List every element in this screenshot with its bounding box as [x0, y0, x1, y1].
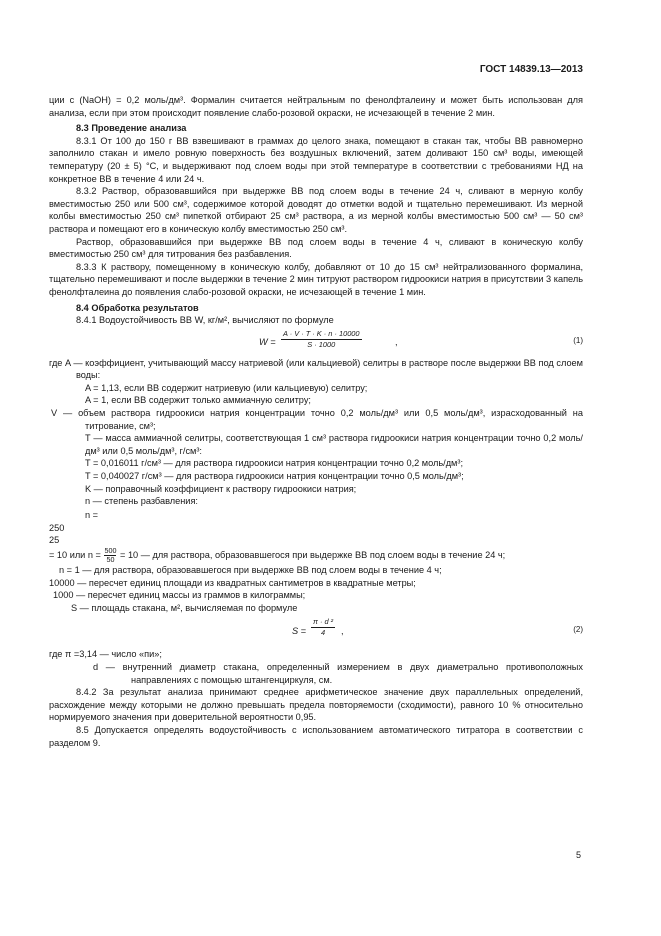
section-8-4-title: 8.4 Обработка результатов — [76, 302, 199, 313]
paragraph-8-3-1: 8.3.1 От 100 до 150 г ВВ взвешивают в граммах до целого знака, помещают в стакан так, чтобы ВВ равномерно заполнило стакан и имело ровную поверхность без воздушных включений, затем доливают 150 см³ воды, имеющей температуру (20 ± 5) °С, и выдерживают под слоем воды при этой температуре в соответствии с требованиями НД на конкретное ВВ в течение 4 или 24 ч. — [49, 135, 583, 184]
def-a-2: A = 1, если ВВ содержит только аммиачную селитру; — [85, 395, 311, 406]
formula-1-lhs: W = — [259, 336, 276, 347]
def-a: где A — коэффициент, учитывающий массу натриевой (или кальциевой) селитры в растворе после выдержки ВВ под слоем воды: — [49, 357, 583, 381]
formula-2-lhs: S = — [292, 626, 307, 637]
page-number: 5 — [575, 850, 581, 860]
def-s: S — площадь стакана, м², вычисляемая по формуле — [71, 602, 298, 613]
def-t: T — масса аммиачной селитры, соответствующая 1 см³ раствора гидроокиси натрия концентрации точно 0,2 моль/дм³ или 0,5 моль/дм³, г/см³: — [85, 433, 583, 456]
formula-1-denominator: S · 1000 — [307, 339, 336, 349]
fraction-25: 25 — [49, 535, 60, 546]
def-d: d — внутренний диаметр стакана, определенный измерением в двух диаметрально противоположных направлениях с помощью штангенциркуля, см. — [93, 661, 583, 685]
formula-1-comma: , — [395, 336, 398, 347]
formula-2-number: (2) — [573, 625, 583, 635]
def-1000: 1000 — пересчет единиц массы из граммов в килограммы; — [53, 590, 306, 601]
fraction-50: 50 — [106, 555, 115, 564]
def-a-1: A = 1,13, если ВВ содержит натриевую (или кальциевую) селитру; — [85, 382, 368, 393]
def-n-1: n = 1 — для раствора, образовавшегося при выдержке ВВ под слоем воды в течение 4 ч; — [59, 565, 442, 575]
def-n-values — [49, 508, 583, 522]
def-t-1: T = 0,016011 г/см³ — для раствора гидроокиси натрия концентрации точно 0,2 моль/дм³; — [85, 458, 463, 469]
def-pi: где π =3,14 — число «пи»; — [49, 649, 162, 660]
paragraph-8-5: 8.5 Допускается определять водоустойчивость с использованием автоматического титратора в соответствии с разделом 9. — [49, 724, 583, 748]
paragraph-8-4-2: 8.4.2 За результат анализа принимают среднее арифметическое значение двух параллельных определений, расхождение между которыми не должно превышать предела повторяемости (сходимости), равного 10 % относительно нормируемого значения при доверительной вероятности 0,95. — [49, 687, 583, 723]
definitions-list — [49, 357, 583, 615]
formula-1 — [49, 327, 583, 357]
fraction-250: 250 — [49, 522, 65, 533]
def-n: n — степень разбавления: — [85, 496, 198, 507]
def-t-2: T = 0,040027 г/см³ — для раствора гидроокиси натрия концентрации точно 0,5 моль/дм³; — [85, 471, 464, 482]
formula-1-number: (1) — [573, 335, 583, 345]
formula-1-numerator: A · V · T · K · n · 10000 — [283, 328, 360, 338]
n-label-3: = 10 — для раствора, образовавшегося при выдержке ВВ под слоем воды в течение 24 ч; — [120, 549, 506, 560]
formula-2-comma: , — [341, 626, 344, 637]
paragraph-8-3-3: 8.3.3 К раствору, помещенному в коническую колбу, добавляют от 10 до 15 см³ нейтрализованного формалина, тщательно перемешивают и после выдержки в течение 2 мин титруют раствором гидроокиси натрия в присутствии 3 капель фенолфталеина до появления слабо-розовой окраски, не исчезающей в течение 1 мин. — [49, 261, 583, 297]
formula-2 — [49, 614, 583, 648]
fraction-500: 500 — [104, 546, 117, 555]
formula-2-denominator: 4 — [321, 628, 326, 638]
n-label-1: n = — [85, 509, 99, 520]
paragraph-8-4-1: 8.4.1 Водоустойчивость ВВ W, кг/м², вычисляют по формуле — [76, 315, 334, 326]
formula-2-numerator: π · d ² — [313, 617, 334, 627]
def-v: V — объем раствора гидроокиси натрия концентрации точно 0,2 моль/дм³ или 0,5 моль/дм³, израсходованный на титрование, см³; — [51, 408, 583, 431]
intro-paragraph: ции c (NaOH) = 0,2 моль/дм³. Формалин считается нейтральным по фенолфталеину и может быть использован для анализа, если при этом происходит появление слабо-розовой окраски, не исчезающей в течение 2 мин. — [49, 95, 583, 118]
formula-2-fraction — [311, 617, 335, 638]
page-body — [49, 94, 583, 749]
paragraph-8-3-2-cont: Раствор, образовавшийся при выдержке ВВ под слоем воды в течение 4 ч, сливают в коническую колбу вместимостью 250 см³ для титрования без разбавления. — [49, 236, 583, 260]
paragraph-8-3-2: 8.3.2 Раствор, образовавшийся при выдержке ВВ под слоем воды в течение 24 ч, сливают в мерную колбу вместимостью 250 или 500 см³, содержимое которой доводят до отметки водой и тщательно перемешивают. Из мерной колбы вместимостью 250 см³ пипеткой отбирают 25 см³ раствора, а из мерной колбы вместимостью 500 см³ — 50 см³ раствора и помещают его в коническую колбу вместимостью 250 см³. — [49, 186, 583, 234]
def-10000: 10000 — пересчет единиц площади из квадратных сантиметров в квадратные метры; — [49, 577, 416, 588]
document-header: ГОСТ 14839.13—2013 — [479, 64, 583, 75]
def-k: K — поправочный коэффициент к раствору гидроокиси натрия; — [85, 483, 357, 494]
fraction-500-50 — [104, 547, 116, 564]
section-8-3-title: 8.3 Проведение анализа — [76, 123, 187, 134]
formula-1-fraction — [281, 329, 362, 350]
n-label-2: = 10 или n = — [49, 549, 101, 560]
